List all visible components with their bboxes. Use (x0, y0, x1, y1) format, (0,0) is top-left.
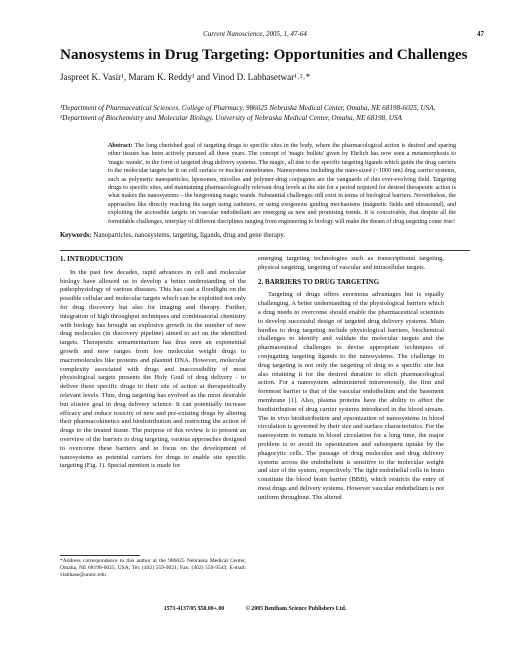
page-number: 47 (477, 30, 484, 38)
author-list: Jaspreet K. Vasir¹, Maram K. Reddy¹ and Vinod D. Labhasetwar¹˒²˒* (60, 72, 311, 82)
running-header (0, 30, 510, 42)
keywords (60, 232, 480, 239)
journal-citation: Current Nanoscience, 2005, 1, 47-64 (203, 30, 307, 38)
abstract-text: The long cherished goal of targeting drugs to specific sites in the body, where the pharmacological action is desired and sparing other tissues has been actively pursued all these years. The concept of 'magic bullets' given by Ehrlich has now seen a metamorphosis to 'magic wands', in the form of targeted drug delivery systems. The magic, all due to the specific targeting ligands which guide the drug carriers to the molecular targets be it on cell surface or nuclear membranes. Nanosystems including the nano-sized (<1000 nm) drug carrier systems, such as polymeric nanoparticles, liposomes, micelles and polymer-drug conjugates are the vanguards of this ever-evolving field. Targeting drugs to specific sites, and maintaining pharmacologically relevant drug levels at the site for a period required for desired therapeutic action is what makes the nanosystems – the burgeoning magic wands. Substantial challenges still exist in terms of biological barriers. Nevertheless, the approaches like directly reaching the target using catheters, or using exogenous guiding mechanisms (magnetic fields and ultrasound), and exploiting the accessible targets on vascular endothelium are emerging as new and promising trends. It is conceivable, that despite all the formidable challenges, interplay of different disciplines ranging from engineering to biology will make the dream of drug targeting come true! (108, 143, 456, 225)
abstract (108, 142, 456, 226)
introduction-text: In the past few decades, rapid advances in cell and molecular biology have allowed us to develop a better understanding of the pathophysiology of various diseases. This has cast a floodlight on the possible cellular and molecular targets which can be exploited not only for drug discovery but also for imaging and therapy. Further, integration of high throughput techniques and combinatorial chemistry with biology has brought an explosive growth in the number of new drug molecules (in discovery pipeline) aimed to act on the identified targets. Therapeutic armamentarium has thus seen an exponential growth and now ranges from low molecular weight drugs to macromolecules like proteins and plasmid DNA. However, molecular complexity associated with drugs and inaccessibility of most physiological targets presents the Holy Grail of drug delivery - to deliver these specific drugs to their site of action at therapeutically relevant levels. Thus, drug targeting has evolved as the most desirable but elusive goal in drug delivery science. It can potentially increase efficacy and reduce toxicity of new and pre-existing drugs by altering their pharmacokinetics and biodistribution and restricting the action of drugs to the treated tissue. The purpose of this review is to present an overview of the barriers to drug targeting, various approaches designed to overcome these barriers and to focus on the development of nanosystems as potential carriers for drugs to enable site specific targeting (Fig. 1). Special mention is made for (60, 268, 246, 470)
issn-price: 1573-4137/05 $50.00+.00 (163, 606, 225, 612)
keywords-label: Keywords: (60, 232, 92, 239)
footnote-divider (60, 555, 140, 556)
correspondence-footnote: *Address correspondence to this author at the 986025 Nebraska Medical Center, Omaha, NE 68198-6025, USA; Tel: (402) 559-9021; Fax: (402) 559-9543; E-mail: vlabhase@unmc.edu (60, 558, 246, 578)
section-heading-introduction: 1. INTRODUCTION (60, 255, 124, 263)
left-column (60, 255, 246, 471)
abstract-label: Abstract: (108, 143, 133, 149)
introduction-continued-text: emerging targeting technologies such as transcriptional targeting, physical targeting, targeting of vascular and intracellular targets. (258, 255, 444, 271)
page-footer (0, 606, 510, 612)
section-heading-barriers: 2. BARRIERS TO DRUG TARGETING (258, 277, 380, 286)
barriers-text: Targeting of drugs offers enormous advantages but is equally challenging. A better understanding of the physiological barriers which a drug needs to overcome should enable the pharmaceutical scientists to develop successful design of targeted drug delivery systems. Main hurdles to drug targeting include physiological barriers, biochemical challenges to identify and validate the molecular targets and the pharmaceutical challenges to devise appropriate techniques of conjugating targeting ligands to the nanosystems. The challenge in drug targeting is not only the targeting of drug to a specific site but also retaining it for the desired duration to elicit pharmacological action. For a nanosystem administered intravenously, the first and foremost barrier is that of the vascular endothelium and the basement membrane [1]. Also, plasma proteins have the ability to affect the biodistribution of drug carrier systems introduced in the blood stream. The in vivo biodistribution and opsonization of nanosystems in blood circulation is governed by their size and surface characteristics. For the nanosystem to remain in blood circulation for a long time, the major problem is to avoid its opsonization and subsequent uptake by the phagocytic cells. The passage of drug molecules and drug delivery systems across the endothelium is sensitive to the molecular weight and size of the system, respectively. The tight endothelial cells in brain constitute the blood brain barrier (BBB), which restricts the entry of most drugs and delivery systems. However vascular endothelium is not uniform throughout. The altered (258, 291, 444, 501)
copyright: © 2005 Bentham Science Publishers Ltd. (245, 606, 347, 612)
article-title: Nanosystems in Drug Targeting: Opportunities and Challenges (60, 46, 468, 63)
affiliations: ¹Department of Pharmaceutical Sciences, College of Pharmacy, 986025 Nebraska Medical Center, Omaha, NE 68198-6025, USA, ²Department of Biochemistry and Molecular Biology, University of Nebraska Medical Center, Omaha, NE 68198, USA (60, 104, 436, 122)
right-column (258, 255, 444, 503)
section-divider (60, 250, 470, 251)
keywords-text: Nanoparticles, nanosystems, targeting, ligands, drug and gene therapy. (93, 232, 286, 239)
